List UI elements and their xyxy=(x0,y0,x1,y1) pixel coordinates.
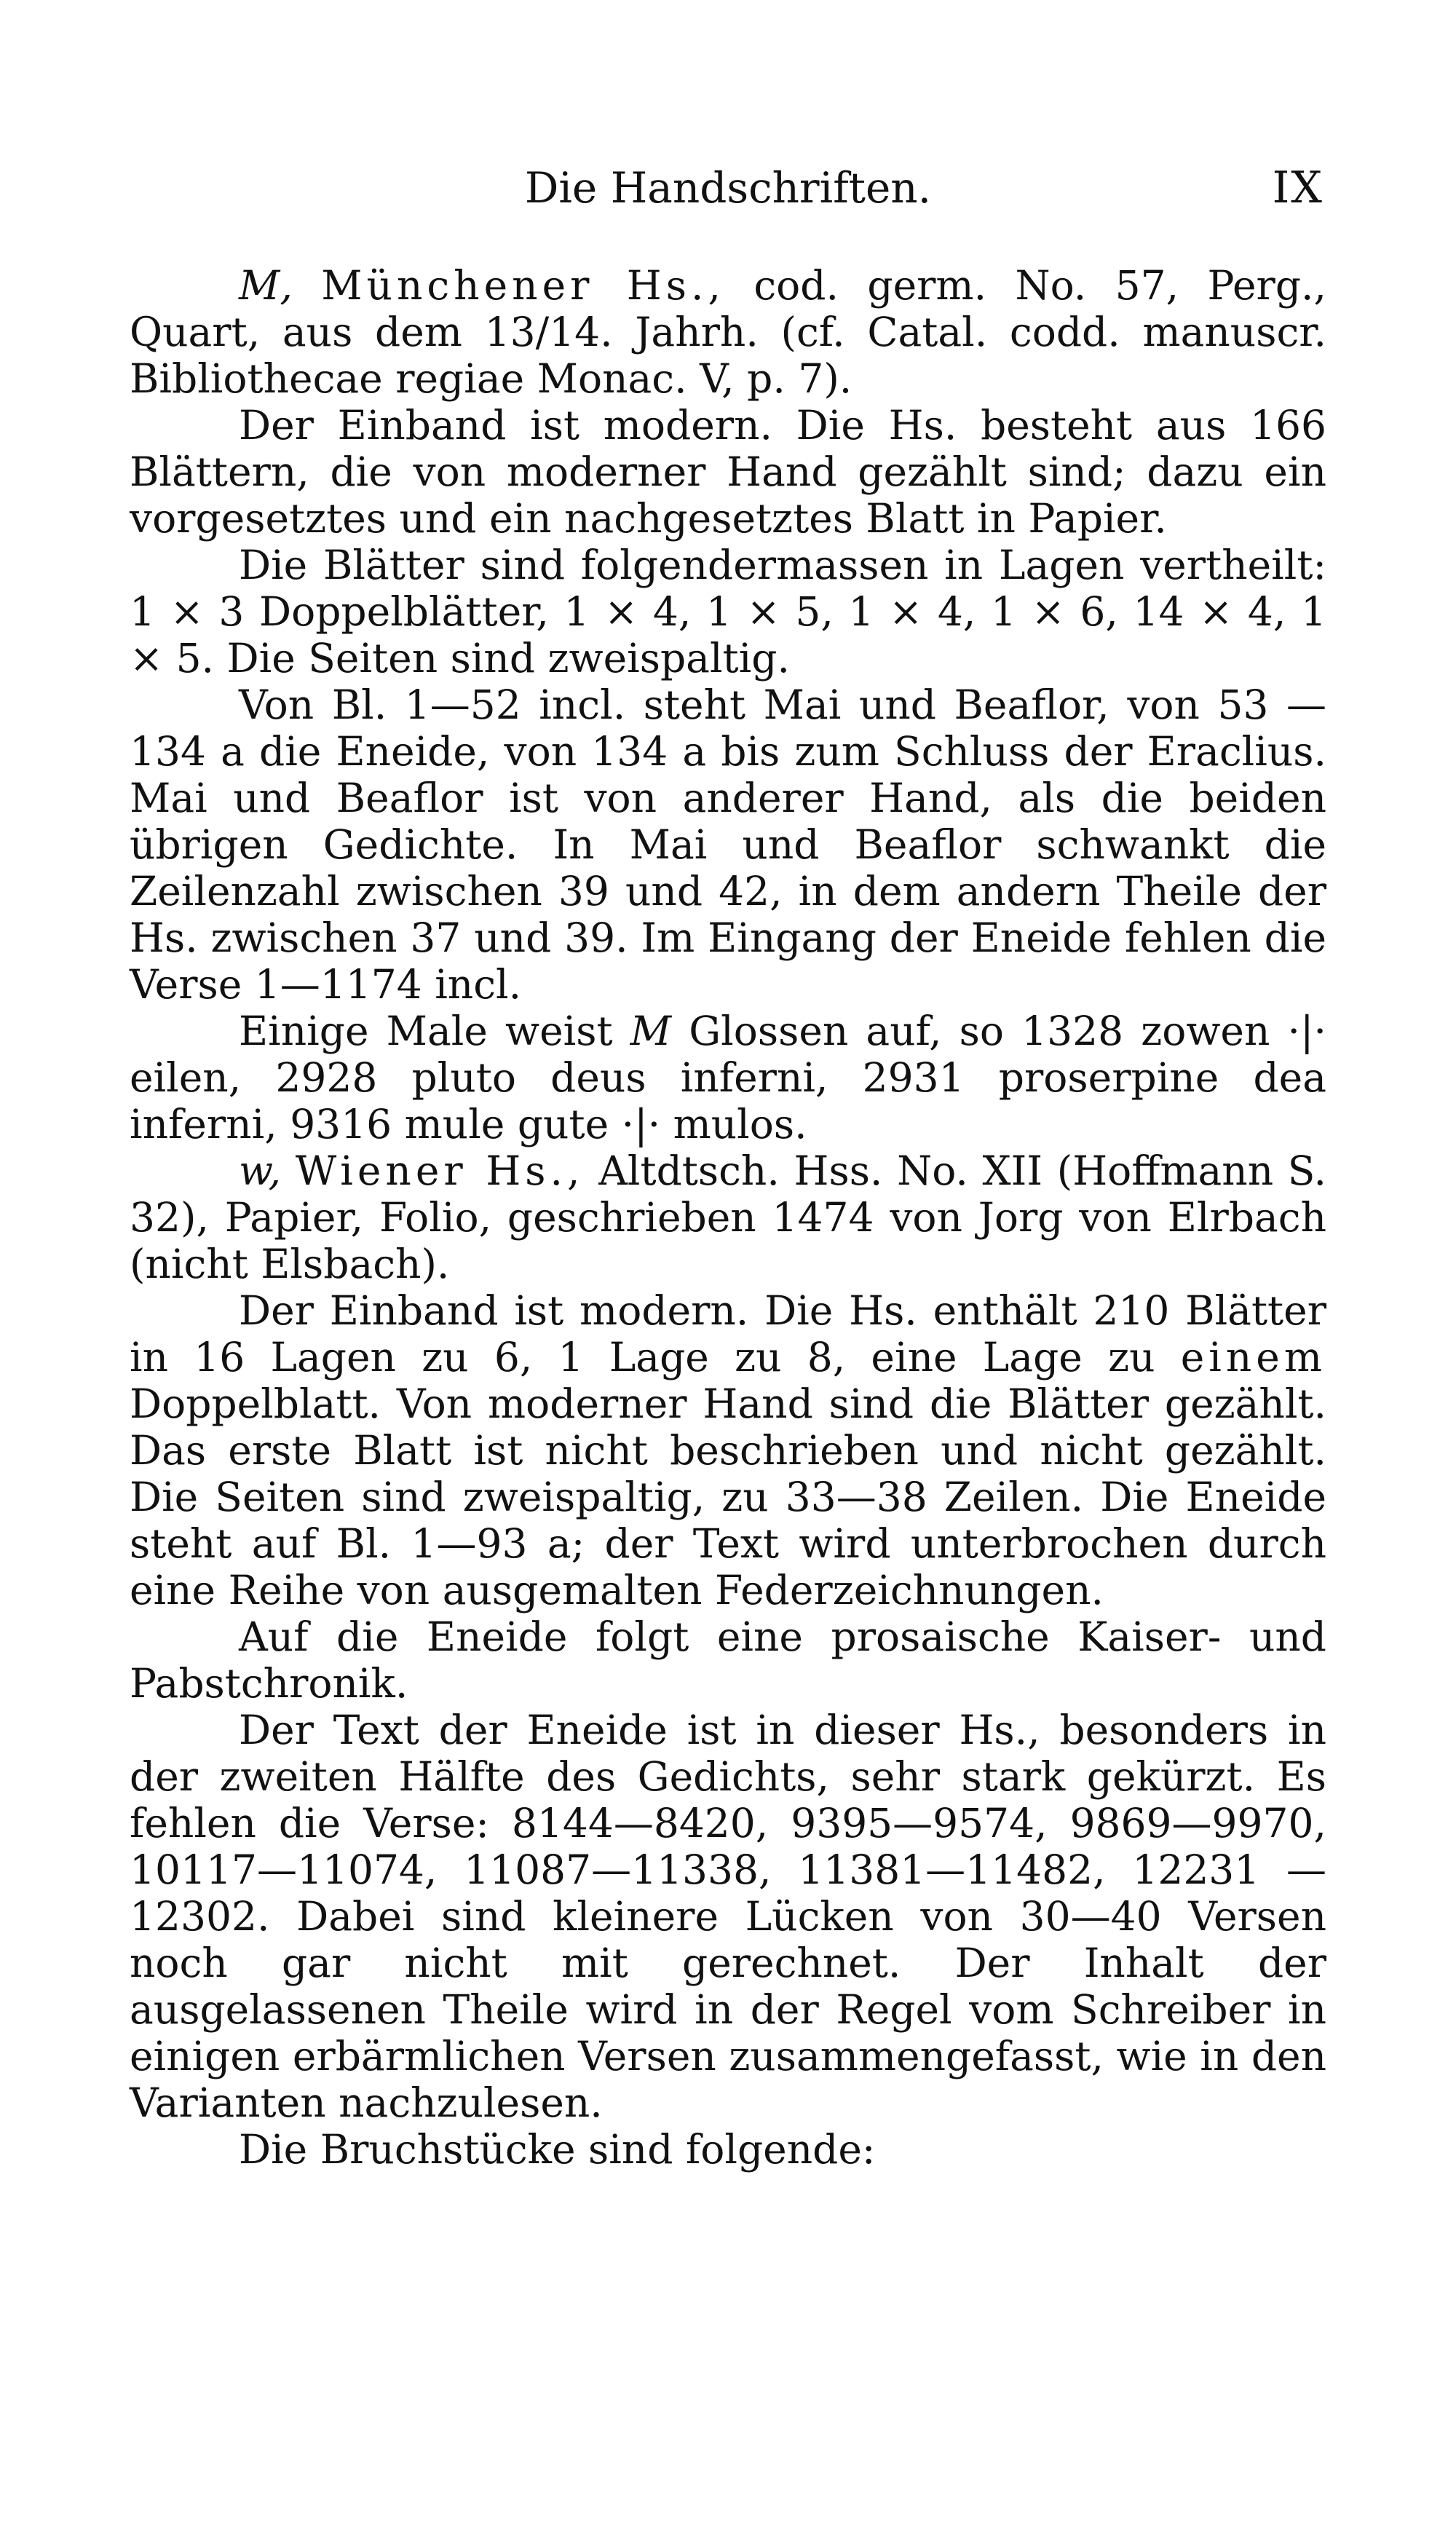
paragraph-text: Auf die Eneide folgt eine prosaische Kaiser- und Pabstchronik. xyxy=(130,1613,1326,1707)
paragraph-text-before: Der Einband ist modern. Die Hs. enthält 210 Blätter in 16 Lagen zu 6, 1 Lage zu 8, eine Lage zu xyxy=(130,1287,1326,1380)
paragraph-fragments-intro xyxy=(130,2126,1326,2173)
paragraph-munich-manuscript xyxy=(130,262,1326,402)
paragraph-text: Die Bruchstücke sind folgende: xyxy=(239,2126,876,2173)
paragraph-omissions-vienna xyxy=(130,1707,1326,2126)
manuscript-label-munich: Münchener Hs., xyxy=(321,262,725,309)
paragraph-text: Der Text der Eneide ist in dieser Hs., besonders in der zweiten Hälfte des Gedichts, sehr stark gekürzt. Es fehlen die Verse: 8144—8420, 9395—9574, 9869—9970, 10117—11074, 11087—11338, 11381—11482, 12231 —12302. Dabei sind kleinere Lücken von 30—40 Versen noch gar nicht mit gerechnet. Der Inhalt der ausgelassenen Theile wird in der Regel vom Schreiber in einigen erbärmlichen Versen zusammengefasst, wie in den Varianten nachzulesen. xyxy=(130,1707,1326,2126)
paragraph-text-after: Doppelblatt. Von moderner Hand sind die Blätter gezählt. Das erste Blatt ist nicht beschrieben und nicht gezählt. Die Seiten sind zweispaltig, zu 33—38 Zeilen. Die Eneide steht auf Bl. 1—93 a; der Text wird unterbrochen durch eine Reihe von ausgemalten Federzeichnungen. xyxy=(130,1380,1326,1613)
paragraph-vienna-manuscript xyxy=(130,1147,1326,1287)
paragraph-contents-munich xyxy=(130,682,1326,1008)
paragraph-text: Die Blätter sind folgendermassen in Lagen vertheilt: 1 × 3 Doppelblätter, 1 × 4, 1 × 5, 1 × 4, 1 × 6, 14 × 4, 1 × 5. Die Seiten sind zweispaltig. xyxy=(130,542,1326,682)
manuscript-sigil-m: M, xyxy=(239,262,293,309)
paragraph-text: Der Einband ist modern. Die Hs. besteht aus 166 Blättern, die von moderner Hand gezählt sind; dazu ein vorgesetztes und ein nachgesetztes Blatt in Papier. xyxy=(130,402,1326,542)
manuscript-label-vienna: Wiener Hs., xyxy=(295,1147,585,1194)
paragraph-glosses-munich xyxy=(130,1008,1326,1147)
page-number: IX xyxy=(1272,162,1324,213)
paragraph-binding-munich xyxy=(130,402,1326,542)
emphasized-word: einem xyxy=(1180,1334,1327,1380)
running-title: Die Handschriften. xyxy=(524,163,932,213)
paragraph-chronicle xyxy=(130,1613,1326,1707)
paragraph-text: Von Bl. 1—52 incl. steht Mai und Beaflor, von 53 —134 a die Eneide, von 134 a bis zum Schluss der Eraclius. Mai und Beaflor ist von anderer Hand, als die beiden übrigen Gedichte. In Mai und Beaflor schwankt die Zeilenzahl zwischen 39 und 42, in dem andern Theile der Hs. zwischen 37 und 39. Im Eingang der Eneide fehlen die Verse 1—1174 incl. xyxy=(130,682,1326,1008)
paragraph-text-after: Glossen auf, so 1328 zowen ·|· eilen, 2928 pluto deus inferni, 2931 proserpine dea inferni, 9316 mule gute ·|· mulos. xyxy=(130,1008,1327,1147)
paragraph-text: Altdtsch. Hss. No. XII (Hoffmann S. 32), Papier, Folio, geschrieben 1474 von Jorg von Elrbach (nicht Elsbach). xyxy=(130,1147,1327,1287)
paragraph-text-before: Einige Male weist xyxy=(239,1008,613,1054)
running-header xyxy=(132,159,1324,217)
text-body xyxy=(130,262,1326,2173)
paragraph-text: cod. germ. No. 57, Perg., Quart, aus dem 13/14. Jahrh. (cf. Catal. codd. manuscr. Bibliothecae regiae Monac. V, p. 7). xyxy=(130,262,1327,402)
manuscript-sigil-m: M xyxy=(630,1008,672,1054)
paragraph-binding-vienna xyxy=(130,1287,1326,1613)
manuscript-sigil-w: w, xyxy=(239,1147,282,1194)
paragraph-gatherings-munich xyxy=(130,542,1326,682)
